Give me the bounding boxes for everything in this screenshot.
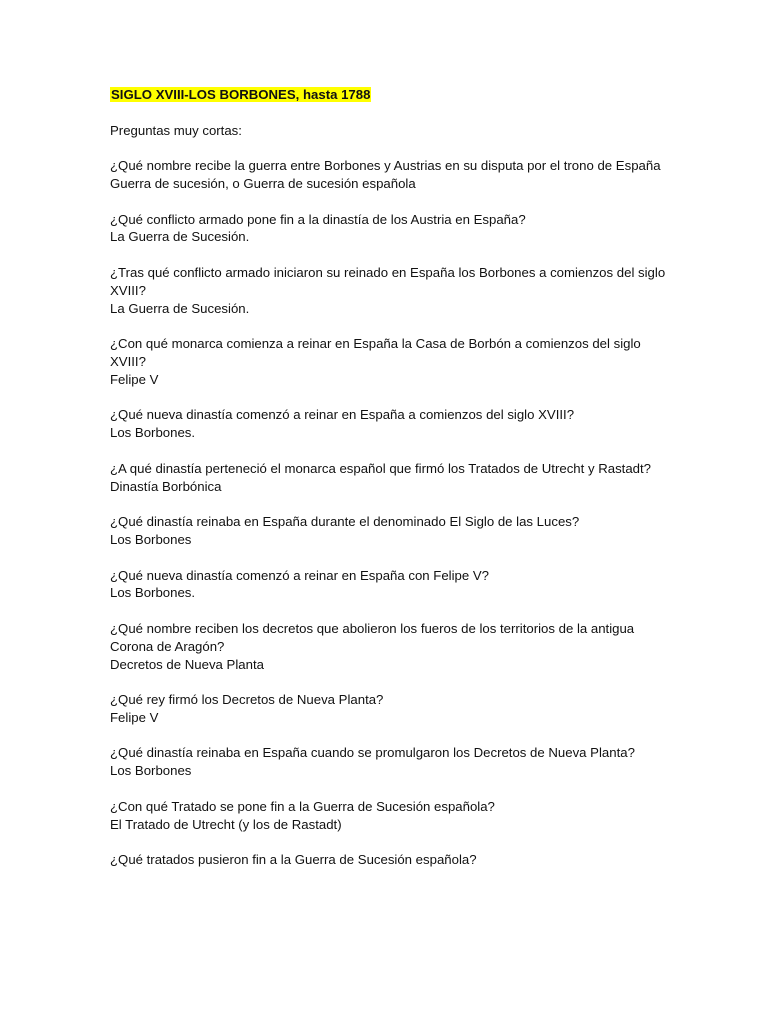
- answer-text: Los Borbones: [110, 531, 192, 547]
- qa-item: [110, 460, 670, 496]
- question-text: ¿Con qué monarca comienza a reinar en España la Casa de Borbón a comienzos del siglo XVIII?: [110, 336, 641, 369]
- document-page: [110, 86, 670, 887]
- qa-item: [110, 264, 670, 317]
- qa-item: [110, 211, 670, 247]
- qa-item: [110, 335, 670, 388]
- question-text: ¿Qué dinastía reinaba en España cuando se promulgaron los Decretos de Nueva Planta?: [110, 745, 635, 761]
- question-text: ¿Qué rey firmó los Decretos de Nueva Planta?: [110, 692, 384, 708]
- answer-text: La Guerra de Sucesión.: [110, 300, 250, 316]
- question-text: ¿Qué nombre reciben los decretos que abolieron los fueros de los territorios de la antigua Corona de Aragón?: [110, 620, 635, 654]
- answer-text: Dinastía Borbónica: [110, 478, 222, 494]
- question-text: ¿A qué dinastía perteneció el monarca español que firmó los Tratados de Utrecht y Rastadt?: [110, 460, 651, 476]
- answer-text: Felipe V: [110, 709, 159, 725]
- document-title: SIGLO XVIII-LOS BORBONES, hasta 1788: [111, 87, 371, 102]
- answer-text: Los Borbones: [110, 763, 192, 779]
- question-text: ¿Qué tratados pusieron fin a la Guerra de Sucesión española?: [110, 852, 477, 868]
- answer-text: La Guerra de Sucesión.: [110, 229, 250, 245]
- question-text: ¿Qué nueva dinastía comenzó a reinar en España a comienzos del siglo XVIII?: [110, 407, 575, 423]
- question-text: ¿Tras qué conflicto armado iniciaron su reinado en España los Borbones a comienzos del siglo XVIII?: [110, 264, 666, 298]
- qa-item: [110, 567, 670, 603]
- answer-text: Decretos de Nueva Planta: [110, 656, 264, 672]
- qa-item: [110, 851, 670, 869]
- qa-item: [110, 406, 670, 442]
- question-text: ¿Qué nombre recibe la guerra entre Borbones y Austrias en su disputa por el trono de España: [110, 158, 661, 174]
- question-text: ¿Con qué Tratado se pone fin a la Guerra de Sucesión española?: [110, 798, 495, 814]
- qa-item: [110, 513, 670, 549]
- answer-text: Felipe V: [110, 371, 159, 387]
- qa-item: [110, 798, 670, 834]
- question-text: ¿Qué conflicto armado pone fin a la dinastía de los Austria en España?: [110, 211, 526, 227]
- question-text: ¿Qué nueva dinastía comenzó a reinar en España con Felipe V?: [110, 567, 490, 583]
- intro-text: Preguntas muy cortas:: [110, 122, 242, 138]
- answer-text: El Tratado de Utrecht (y los de Rastadt): [110, 816, 342, 832]
- document-title-line: [110, 86, 670, 104]
- answer-text: Los Borbones.: [110, 585, 196, 601]
- qa-item: [110, 744, 670, 780]
- qa-item: [110, 157, 670, 193]
- answer-text: Guerra de sucesión, o Guerra de sucesión española: [110, 175, 416, 191]
- qa-item: [110, 691, 670, 727]
- qa-item: [110, 620, 670, 673]
- question-text: ¿Qué dinastía reinaba en España durante el denominado El Siglo de las Luces?: [110, 514, 580, 530]
- answer-text: Los Borbones.: [110, 425, 196, 441]
